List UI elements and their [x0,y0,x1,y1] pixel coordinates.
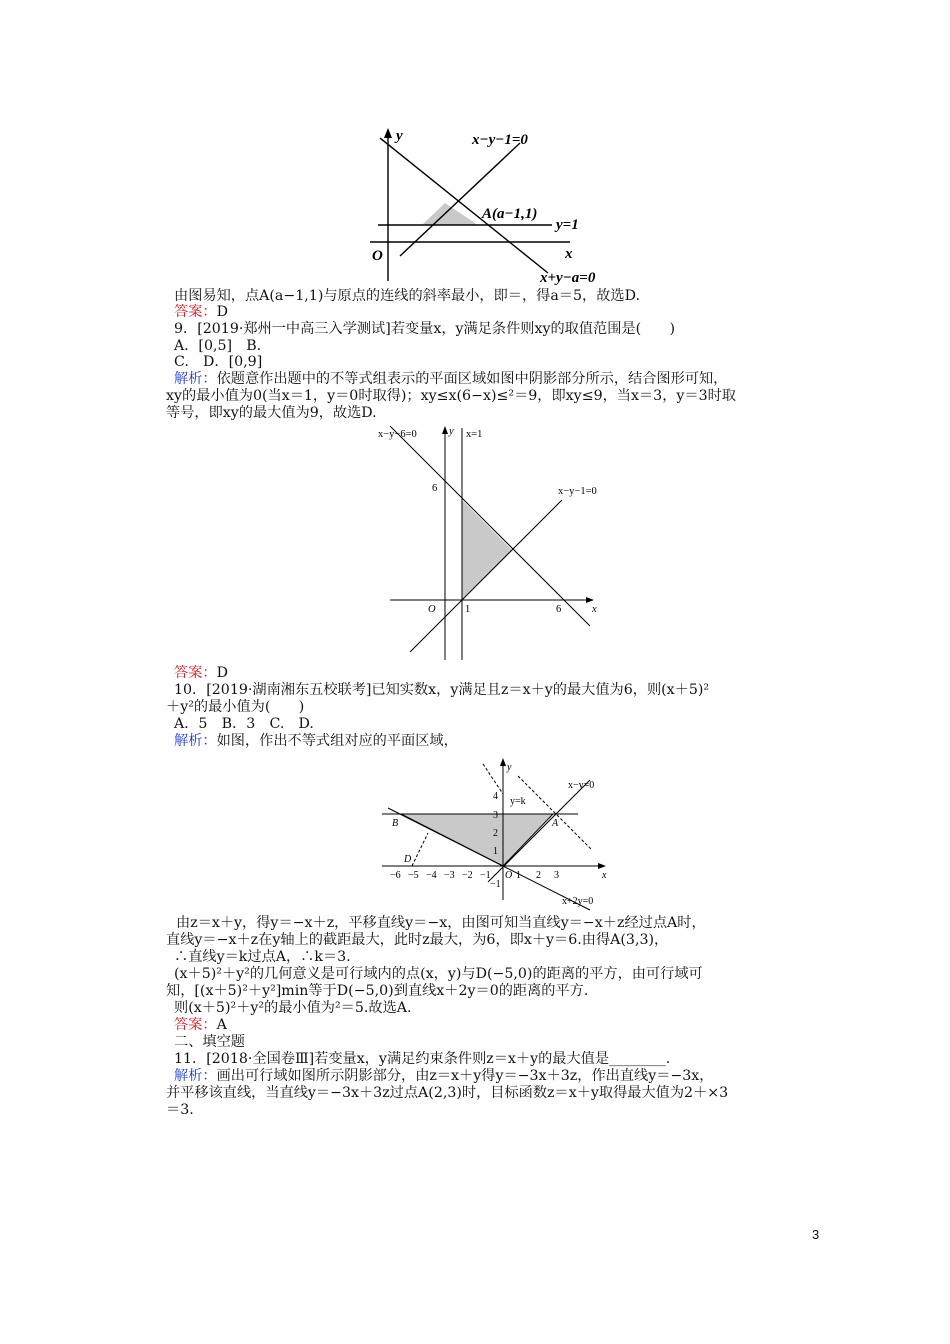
q10-stem-1: 10．[2019·湖南湘东五校联考]已知实数x，y满足且z＝x＋y的最大值为6，则(x＋5)² [174,682,710,698]
q10-analysis-5: (x＋5)²＋y²的几何意义是可行域内的点(x，y)与D(−5,0)的距离的平方，由可行域可 [174,966,703,982]
q9-answer [174,664,228,682]
y-axis-label: y [396,128,403,144]
y-tick: 2 [493,828,498,839]
x-tick: −4 [426,870,437,881]
q11-analysis-1 [174,1067,714,1085]
answer-value: D [216,304,228,320]
feasible-region-shaded [422,203,478,225]
q10-answer [174,1016,227,1034]
line-a-label: x−y−6=0 [378,429,417,440]
analysis-label: 解析： [174,733,217,749]
page-number: 3 [812,1227,820,1242]
point-a-label: A [552,818,559,829]
analysis-text: 画出可行域如图所示阴影部分，由z＝x＋y得y＝−3x＋3z，作出直线y＝−3x， [216,1068,714,1084]
q10-analysis-2: 由z＝x＋y，得y＝−x＋z，平移直线y＝−x，由图可知当直线y＝−x＋z经过点A时， [176,915,706,931]
q10-options: A．5 B．3 C. D. [174,716,314,732]
tick-x6: 6 [556,604,562,615]
q10-analysis-7: 则(x＋5)²＋y²的最小值为²＝5.故选A. [174,1000,412,1016]
line-b-label: x−y−1=0 [558,486,597,497]
y-axis-arrow [384,128,392,138]
x-tick: −5 [408,870,419,881]
q9-options-1: A．[0,5] B. [174,338,262,354]
feasible-region-shaded [462,500,512,600]
point-d-label: D [404,854,412,865]
figure-3 [378,754,618,914]
y-axis-label: y [507,762,512,773]
q10-analysis-1 [174,732,458,750]
tick-x1: 1 [465,604,471,615]
y-tick: 1 [493,846,498,857]
analysis-text: 如图，作出不等式组对应的平面区域， [216,733,458,749]
section-title: 二、填空题 [174,1034,245,1050]
x-tick: −2 [462,870,473,881]
answer-label: 答案： [174,304,217,320]
analysis-label: 解析： [174,1068,217,1084]
x-tick: −6 [390,870,401,881]
line-x-minus-y-minus-1 [410,500,562,652]
answer-value: D [216,665,228,681]
point-b-label: B [392,818,399,829]
y-tick: 4 [493,791,498,802]
q8-analysis: 由图易知，点A(a−1,1)与原点的连线的斜率最小，即＝，得a＝5，故选D. [174,288,640,304]
x-axis-arrow [598,863,606,869]
q10-analysis-3: 直线y＝−x＋z在y轴上的截距最大，此时z最大，为6，即x＋y＝6.由得A(3,3)， [166,932,669,948]
line-y1-label: y=1 [556,217,579,233]
q8-answer [174,303,228,321]
q10-stem-2: ＋y²的最小值为( ) [166,699,305,715]
answer-label: 答案： [174,665,217,681]
line-yk-label: y=k [510,796,526,807]
x-tick: −1 [480,870,491,881]
x-axis-label: x [565,246,573,262]
line-xy-label: x−y=0 [568,780,595,791]
figure-1 [360,118,630,286]
q11-analysis-2: 并平移该直线，当直线y＝−3x＋3z过点A(2,3)时，目标函数z＝x＋y取得最大值为2＋×3 [166,1085,729,1101]
line2-label: x+y−a=0 [540,270,596,286]
answer-value: A [216,1017,227,1033]
line-x-minus-y-minus-1 [400,143,520,256]
origin-label: O [428,604,436,615]
y-axis-arrow [442,426,448,434]
y-tick: −1 [490,879,501,890]
tick-y6: 6 [432,483,438,494]
answer-label: 答案： [174,1017,217,1033]
x-tick: 2 [536,870,541,881]
q11-stem: 11．[2018·全国卷Ⅲ]若变量x，y满足约束条件则z＝x＋y的最大值是________. [174,1051,671,1067]
q11-analysis-3: ＝3. [166,1102,194,1118]
x-axis-arrow [586,597,594,603]
dashed-diagonal [483,764,503,794]
x-tick: 3 [554,870,559,881]
origin-label: O [372,248,383,264]
point-a-label: A(a−1,1) [482,206,538,222]
x-tick: 1 [516,870,521,881]
y-tick: 3 [493,810,498,821]
origin-label: O [505,870,513,881]
analysis-label: 解析： [174,371,217,387]
line-x-minus-y-minus-6 [390,426,590,626]
q9-stem: 9．[2019·郑州一中高三入学测试]若变量x，y满足条件则xy的取值范围是( ) [174,321,676,337]
q10-analysis-6: 知，[(x＋5)²＋y²]min等于D(−5,0)到直线x＋2y＝0的距离的平方. [166,983,589,999]
dashed-perpendicular-from-d [412,833,428,866]
q9-analysis-2: xy的最小值为0(当x＝1，y＝0时取得)；xy≤x(6−x)≤²＝9，即xy≤9，当x＝3，y＝3时取 [166,388,736,404]
x-axis-label: x [592,604,597,615]
q9-options-2: C. D．[0,9] [174,354,263,370]
analysis-text: 依题意作出题中的不等式组表示的平面区域如图中阴影部分所示，结合图形可知， [216,371,728,387]
line-x1-label: x=1 [466,429,483,440]
q9-analysis-1 [174,370,727,388]
y-axis-label: y [449,426,454,437]
q10-analysis-4: ∴直线y＝k过点A，∴k＝3. [174,949,351,965]
line1-label: x−y−1=0 [472,132,528,148]
x-axis-label: x [602,870,607,881]
y-axis-arrow [500,758,506,766]
figure-2 [370,422,610,662]
q9-analysis-3: 等号，即xy的最大值为9，故选D. [166,405,377,421]
x-tick: −3 [444,870,455,881]
line-x2y-label: x+2y=0 [562,896,594,907]
